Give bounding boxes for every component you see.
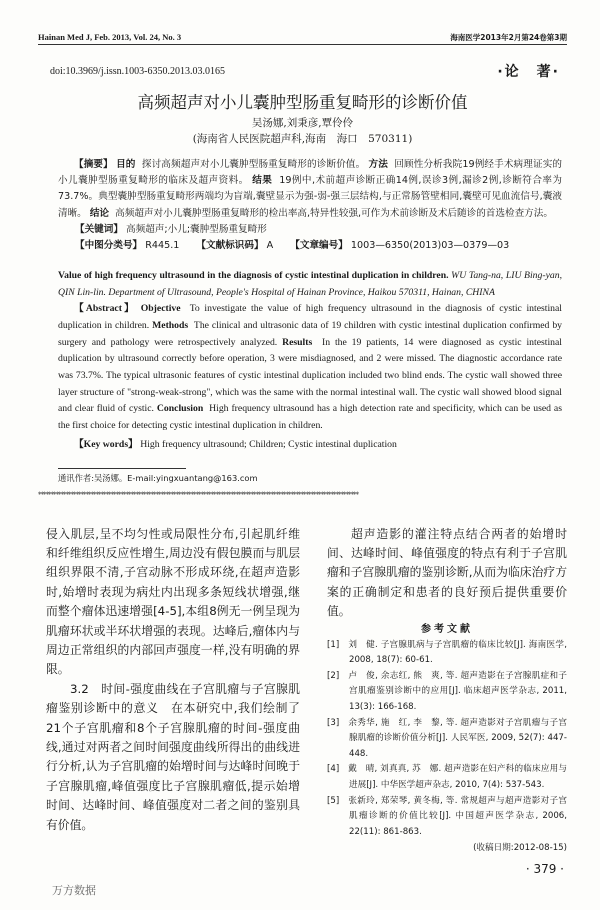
footnote-rule bbox=[58, 468, 186, 469]
methods-text-en: The clinical and ultrasonic data of 19 children with cystic intestinal duplication confirmed by surgery and pathology were retrospectively analyzed. bbox=[58, 319, 563, 348]
paragraph-text: 在本研究中,我们绘制了21个子宫肌瘤和8个子宫腺肌瘤的时间-强度曲线,通过对两者之间时间强度曲线所得出的曲线进行分析,认为子宫肌瘤的始增时间与达峰时间晚于子宫腺肌瘤,峰值强度比子宫腺肌瘤低,提示始增时间、达峰时间、峰值强度对二者之间的鉴别具有价值。 bbox=[46, 701, 300, 832]
keywords-text-en: High frequency ultrasound; Children; Cystic intestinal duplication bbox=[140, 438, 397, 450]
article-number-value: 1003—6350(2013)03—0379—03 bbox=[350, 239, 510, 251]
references-heading: 参考文献 bbox=[421, 623, 473, 635]
english-keywords bbox=[58, 437, 562, 454]
methods-label: 方法 bbox=[368, 159, 388, 170]
english-title: Value of high frequency ultrasound in the diagnosis of cystic intestinal duplication in children. bbox=[58, 269, 449, 281]
body-right-column bbox=[327, 525, 567, 879]
body-left-column bbox=[46, 525, 300, 879]
clc-label: 【中图分类号】 bbox=[75, 239, 143, 251]
objective-label: 目的 bbox=[116, 159, 136, 170]
paragraph: 超声造影的灌注特点结合两者的始增时间、达峰时间、峰值强度的特点有利于子宫肌瘤和子宫腺肌瘤的鉴别诊断,从而为临床治疗方案的正确制定和患者的良好预后提供重要价值。 bbox=[327, 526, 567, 619]
doi: doi:10.3969/j.issn.1003-6350.2013.03.0165 bbox=[50, 65, 226, 77]
column-label: ·论 著· bbox=[497, 64, 560, 80]
keywords-label: 【关键词】 bbox=[75, 223, 123, 235]
paragraph: 侵入肌层,呈不均匀性或局限性分布,引起肌纤维和纤维组织反应性增生,周边没有假包膜而与肌层组织界限不清,子宫动脉不形成环绕,在超声造影时,始增时表现为病灶内出现多条短线状增强,继而整个瘤体迅速增强[4-5],本组8例无一例呈现为肌瘤环状或半环状增强的表现。达峰后,瘤体内与周边正常组织的内部回声强度一样,没有明确的界限。 bbox=[46, 526, 300, 677]
doc-code-label: 【文献标识码】 bbox=[196, 239, 264, 251]
results-label-en: Results bbox=[282, 336, 313, 348]
received-date: (收稿日期:2012-08-15) bbox=[473, 843, 567, 854]
classification bbox=[75, 238, 567, 254]
conclusion-label: 结论 bbox=[89, 207, 110, 219]
running-header bbox=[38, 32, 567, 45]
abstract-label-en: 【Abstract】 bbox=[74, 303, 137, 315]
keywords-text: 高频超声;小儿;囊肿型肠重复畸形 bbox=[126, 223, 267, 235]
results-label: 结果 bbox=[252, 175, 273, 187]
section-heading: 3.2 时间-强度曲线在子宫肌瘤与子宫腺肌瘤鉴别诊断中的意义 bbox=[46, 681, 300, 716]
paragraph bbox=[46, 680, 300, 835]
watermark: 万方数据 bbox=[52, 884, 96, 898]
article-number-label: 【文章编号】 bbox=[290, 239, 348, 251]
objective-label-en: Objective bbox=[140, 303, 181, 315]
corresponding-author: 通讯作者:吴汤娜。E-mail:yingxuantang@163.com bbox=[58, 472, 258, 483]
reference-item: [1] 刘 健. 子宫腺肌病与子宫肌瘤的临床比较[J]. 海南医学, 2008, 18(7): 60-61. bbox=[327, 639, 567, 666]
methods-text: 回顾性分析我院19例经手术病理证实的小儿囊肿型肠重复畸形的临床及超声资料。 bbox=[58, 159, 563, 187]
abstract-label: 【摘要】 bbox=[74, 159, 113, 170]
results-text-en: In the 19 patients, 14 were diagnosed as cystic intestinal duplication by ultrasound correctly before operation, 3 were misdiagnosed, and 2 were missed. The diagnostic accordance rate was 73.7%. The typical ultrasonic features of cystic intestinal duplication included two blind ends. The cystic wall showed three layer structure of "strong-weak-strong", which was the same with the normal intestinal wall. The cystic wall showed blood signal and clear fluid of cystic. bbox=[58, 336, 562, 415]
english-abstract bbox=[58, 268, 562, 454]
objective-text-en: To investigate the value of high frequency ultrasound in the diagnosis of cystic intestinal duplication in children. bbox=[58, 303, 562, 331]
english-title-block bbox=[58, 268, 562, 301]
keywords bbox=[75, 222, 567, 238]
keywords-and-classification bbox=[75, 222, 567, 254]
conclusion-text-en: High frequency ultrasound has a high detection rate and specificity, which can be used as the first choice for detecting cystic intestinal duplication in children. bbox=[58, 403, 562, 432]
conclusion-text: 高频超声对小儿囊肿型肠重复畸形的检出率高,特异性较强,可作为术前诊断及术后随诊的首选检查方法。 bbox=[115, 207, 553, 219]
reference-item: [4] 戴 晴, 刘真真, 苏 娜. 超声造影在妇产科的临床应用与进展[J]. 中华医学超声杂志, 2010, 7(4): 537-543. bbox=[327, 764, 567, 790]
section-divider: ******************************************************************************************************************************** bbox=[38, 490, 358, 499]
english-abstract-body bbox=[58, 301, 562, 435]
results-text: 19例中,术前超声诊断正确14例,误诊3例,漏诊2例,诊断符合率为73.7%。典型囊肿型肠重复畸形两端均为盲端,囊壁显示为强-弱-强三层结构,与正常肠管壁相同,囊壁可见血流信号,囊液清晰。 bbox=[58, 175, 562, 219]
journal-citation-zh: 海南医学2013年2月第24卷第3期 bbox=[450, 33, 567, 42]
keywords-label-en: 【Key words】 bbox=[74, 438, 138, 450]
reference-item: [3] 余秀华, 施 红, 李 黎, 等. 超声造影对子宫肌瘤与子宫腺肌瘤的诊断价值分析[J]. 人民军医, 2009, 52(7): 447-448. bbox=[327, 717, 567, 759]
body-columns bbox=[38, 525, 567, 879]
reference-item: [2] 卢 俊, 余志红, 熊 爽, 等. 超声造影在子宫腺肌症和子宫肌瘤鉴别诊断中的应用[J]. 临床超声医学杂志, 2011, 13(3): 166-168. bbox=[327, 670, 567, 712]
affiliation: (海南省人民医院超声科,海南 海口 570311) bbox=[192, 133, 413, 145]
methods-label-en: Methods bbox=[152, 319, 189, 331]
article-title: 高频超声对小儿囊肿型肠重复畸形的诊断价值 bbox=[137, 93, 468, 112]
chinese-abstract bbox=[58, 157, 562, 222]
conclusion-label-en: Conclusion bbox=[156, 403, 204, 415]
clc-value: R445.1 bbox=[145, 239, 180, 251]
authors: 吴汤娜,刘秉彦,覃伶伶 bbox=[251, 117, 354, 129]
doc-code-value: A bbox=[266, 239, 274, 251]
journal-citation: Hainan Med J, Feb. 2013, Vol. 24, No. 3 bbox=[38, 32, 182, 42]
objective-text: 探讨高频超声对小儿囊肿型肠重复畸形的诊断价值。 bbox=[141, 159, 366, 170]
reference-item: [5] 张新玲, 郑荣琴, 黄冬梅, 等. 常规超声与超声造影对子宫肌瘤诊断的价值比较[J]. 中国超声医学杂志, 2006, 22(11): 861-863. bbox=[327, 795, 567, 837]
page-number: · 379 · bbox=[525, 862, 564, 877]
doi-row bbox=[38, 61, 567, 81]
english-authors: WU Tang-na, LIU Bing-yan, QIN Lin-lin. Department of Ultrasound, People's Hospital of Hainan Province, Haikou 570311, Hainan, CHINA bbox=[58, 269, 562, 298]
